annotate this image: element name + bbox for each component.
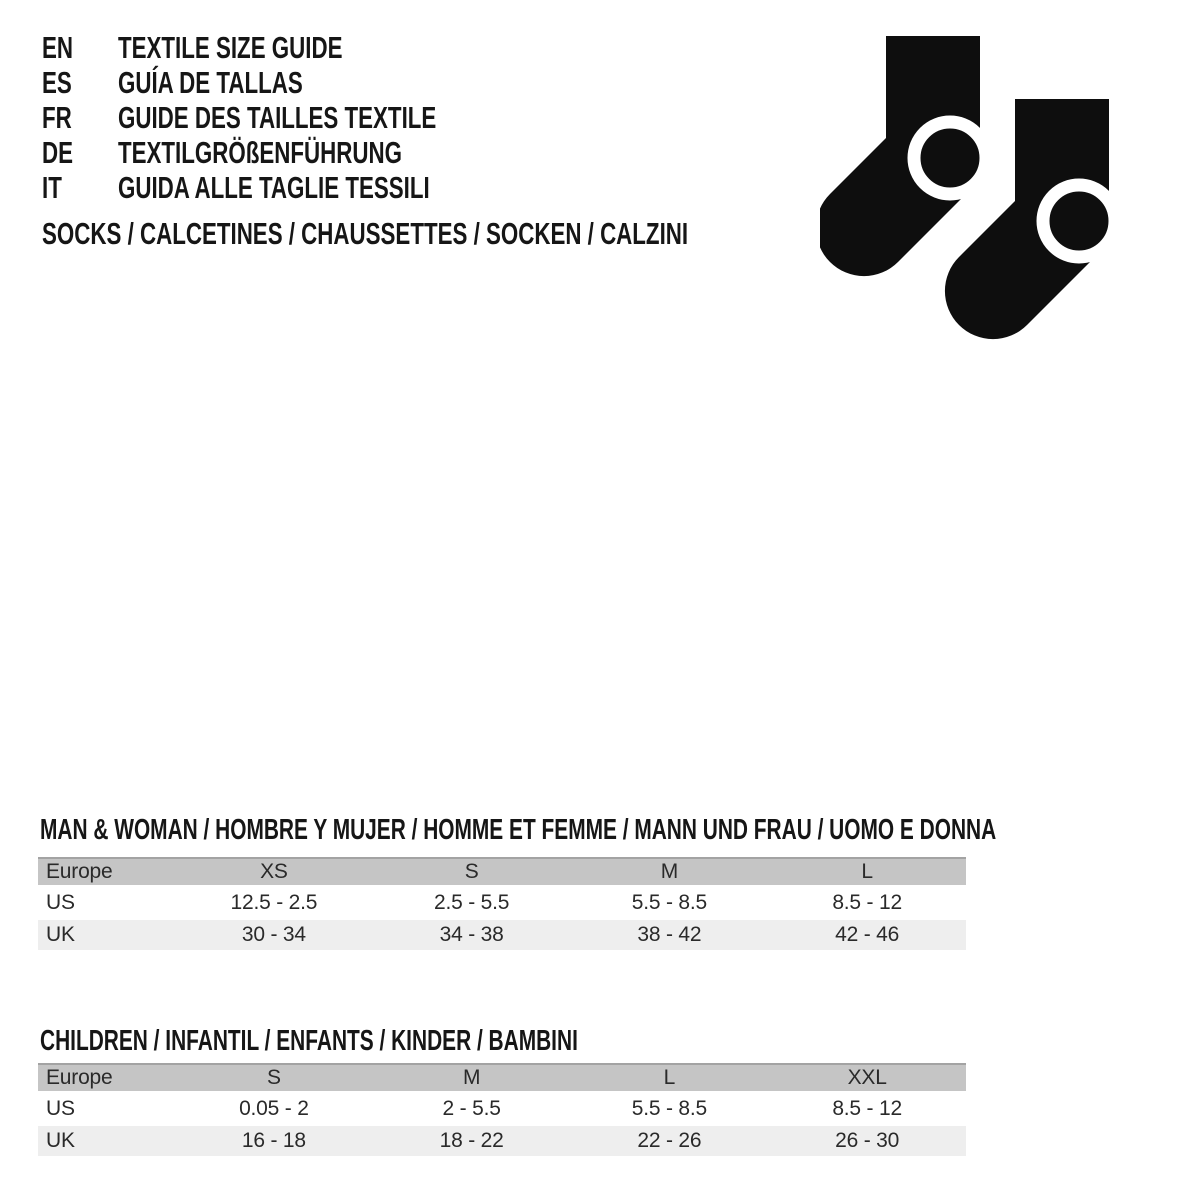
column-header-size: M — [660, 860, 679, 883]
language-code: FR — [42, 100, 72, 135]
size-value: 42 - 46 — [835, 923, 900, 946]
table-header-row — [38, 857, 966, 885]
category-line: SOCKS / CALCETINES / CHAUSSETTES / SOCKEN / CALZINI — [42, 216, 689, 251]
size-value: 5.5 - 8.5 — [631, 890, 707, 914]
language-label: GUÍA DE TALLAS — [118, 65, 303, 100]
socks-icon — [820, 36, 1130, 356]
column-header-size: S — [266, 1066, 281, 1089]
row-label: US — [46, 1096, 75, 1120]
size-value: 22 - 26 — [637, 1129, 702, 1152]
size-value: 8.5 - 12 — [832, 1096, 902, 1120]
row-label: UK — [46, 923, 75, 946]
size-value: 38 - 42 — [637, 923, 702, 946]
size-value: 26 - 30 — [835, 1129, 900, 1152]
size-value: 12.5 - 2.5 — [230, 890, 318, 914]
row-label: US — [46, 890, 75, 914]
size-value: 2.5 - 5.5 — [434, 890, 510, 914]
language-code: EN — [42, 30, 74, 65]
language-code: ES — [42, 65, 72, 100]
column-header-size: S — [464, 860, 479, 883]
column-header-size: L — [861, 860, 873, 883]
language-row-es — [42, 65, 560, 100]
size-value: 34 - 38 — [439, 923, 504, 946]
table-title-children: CHILDREN / INFANTIL / ENFANTS / KINDER / BAMBINI — [40, 1025, 578, 1057]
size-table-children — [38, 1063, 966, 1156]
size-value: 18 - 22 — [439, 1129, 504, 1152]
column-header-size: M — [462, 1066, 481, 1089]
table-title-man-woman: MAN & WOMAN / HOMBRE Y MUJER / HOMME ET FEMME / MANN UND FRAU / UOMO E DONNA — [40, 814, 997, 846]
table-row-uk — [38, 920, 966, 950]
size-value: 5.5 - 8.5 — [631, 1096, 707, 1120]
language-row-it — [42, 170, 560, 205]
language-label: TEXTILE SIZE GUIDE — [118, 30, 343, 65]
table-header-row — [38, 1063, 966, 1091]
row-label: UK — [46, 1129, 75, 1152]
size-table-man-woman — [38, 857, 966, 950]
size-value: 0.05 - 2 — [239, 1096, 309, 1120]
size-value: 16 - 18 — [241, 1129, 306, 1152]
language-code: IT — [42, 170, 62, 205]
language-row-de — [42, 135, 560, 170]
column-header-size: L — [663, 1066, 676, 1089]
language-label: GUIDA ALLE TAGLIE TESSILI — [118, 170, 430, 205]
language-title-block — [42, 30, 560, 205]
size-value: 30 - 34 — [241, 923, 306, 946]
table-row-uk — [38, 1126, 966, 1156]
language-label: GUIDE DES TAILLES TEXTILE — [118, 100, 437, 135]
size-value: 2 - 5.5 — [442, 1096, 501, 1120]
size-value: 8.5 - 12 — [832, 890, 902, 914]
column-header-europe: Europe — [46, 1066, 113, 1089]
table-row-us — [38, 885, 966, 920]
column-header-europe: Europe — [46, 860, 113, 883]
language-label: TEXTILGRÖßENFÜHRUNG — [118, 135, 402, 170]
column-header-size: XXL — [847, 1066, 887, 1089]
language-row-en — [42, 30, 560, 65]
table-row-us — [38, 1091, 966, 1126]
language-row-fr — [42, 100, 560, 135]
language-code: DE — [42, 135, 74, 170]
column-header-size: XS — [260, 860, 288, 883]
